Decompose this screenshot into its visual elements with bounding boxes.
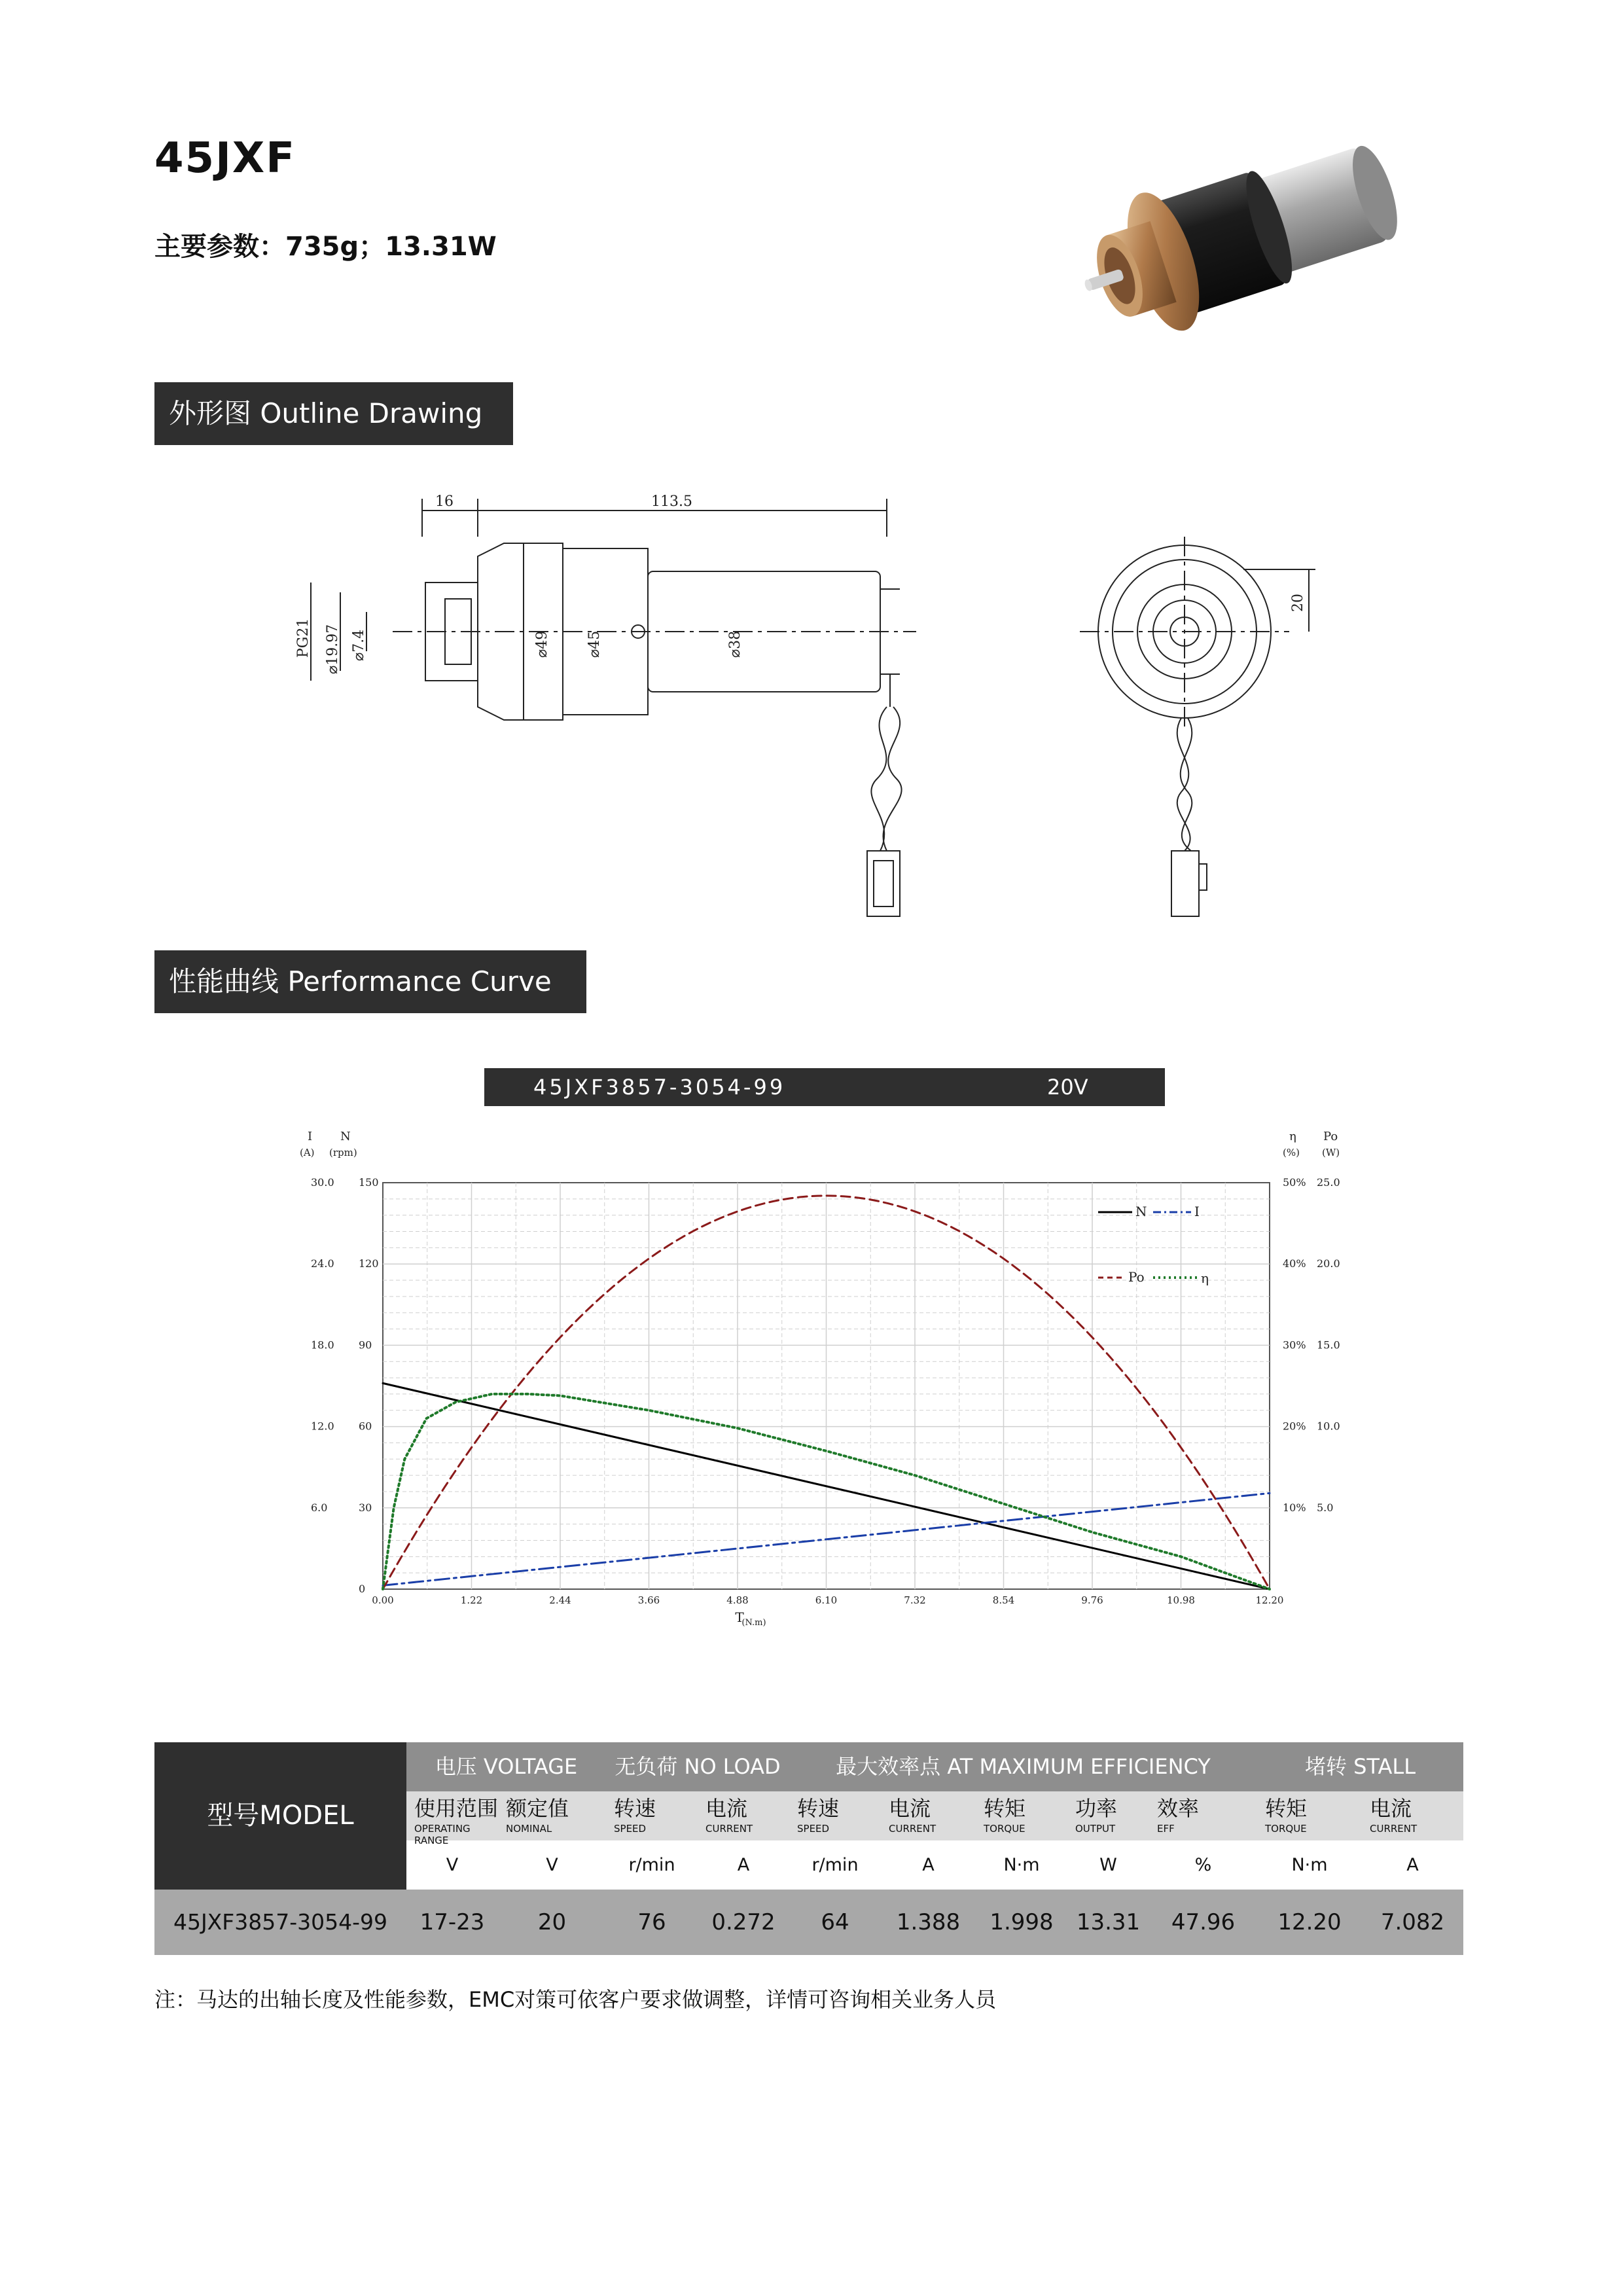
x-tick-label: 4.88 [726,1594,749,1606]
spec-table [154,1742,1463,1958]
label-d45: ⌀45 [586,630,603,658]
label-d38: ⌀38 [727,630,743,658]
i-axis-label: I [308,1130,313,1143]
sub-header-en: SPEED [614,1823,647,1835]
sub-header-8 [1149,1791,1257,1840]
po-axis-label: Po [1323,1130,1338,1143]
n-axis-label: N [340,1130,351,1143]
sub-header-en: CURRENT [705,1823,753,1835]
sub-header-cn: 转速 [614,1796,656,1821]
unit-cell-4: r/min [812,1855,859,1875]
x-tick-label: 2.44 [549,1594,571,1606]
x-tick-label: 3.66 [637,1594,660,1606]
row-value-3: 0.272 [711,1909,776,1935]
sub-header-en: OUTPUT [1075,1823,1116,1835]
sub-header-cn: 使用范围 [414,1796,499,1821]
unit-cell-10: A [1406,1855,1419,1875]
unit-cell-1: V [546,1855,558,1875]
row-value-5: 1.388 [896,1909,961,1935]
row-value-10: 7.082 [1380,1909,1445,1935]
n-tick-label: 90 [359,1338,372,1352]
page-title: 45JXF [154,134,296,183]
eff-axis-unit: (%) [1283,1147,1300,1158]
sub-header-7 [1067,1791,1149,1840]
row-value-9: 12.20 [1277,1909,1342,1935]
sub-header-en: CURRENT [1370,1823,1418,1835]
n-tick-label: 150 [359,1176,379,1189]
x-axis-label: T [735,1609,744,1625]
sub-header-cn: 转矩 [984,1796,1026,1821]
unit-cell-2: r/min [628,1855,675,1875]
po-axis-unit: (W) [1322,1147,1340,1158]
n-tick-label: 60 [359,1420,372,1433]
n-tick-label: 0 [359,1583,366,1595]
chart-legend [1098,1204,1209,1286]
chart-axes [300,1130,1340,1628]
sub-header-cn: 效率 [1157,1796,1200,1821]
eff-axis-label: η [1289,1130,1296,1143]
i-tick-label: 18.0 [311,1338,334,1352]
sub-header-cn: 转速 [797,1796,840,1821]
unit-cell-3: A [737,1855,750,1875]
i-tick-label: 24.0 [311,1257,334,1270]
sub-header-cn: 功率 [1075,1796,1118,1821]
x-tick-label: 8.54 [992,1594,1015,1606]
eff-tick-label: 10% [1283,1501,1306,1514]
dim-113-5: 113.5 [651,493,692,510]
row-value-4: 64 [821,1909,849,1935]
x-axis-unit: (N.m) [741,1618,766,1628]
group-max-eff: 最大效率点 AT MAXIMUM EFFICIENCY [836,1754,1211,1779]
sub-header-3 [698,1791,789,1840]
sub-header-en: NOMINAL [506,1823,552,1835]
legend-po-label: Po [1128,1269,1145,1285]
chart-voltage: 20V [1047,1075,1088,1100]
sub-header-9 [1257,1791,1362,1840]
x-tick-label: 7.32 [904,1594,926,1606]
x-tick-label: 0.00 [372,1594,394,1606]
unit-cell-8: % [1194,1855,1212,1875]
sub-header-2 [606,1791,698,1840]
i-tick-label: 12.0 [311,1420,334,1433]
sub-header-0 [406,1791,499,1846]
eff-tick-label: 20% [1283,1420,1306,1433]
sub-header-4 [789,1791,881,1840]
row-model: 45JXF3857-3054-99 [173,1909,388,1935]
legend-i-label: I [1194,1204,1200,1219]
chart-grid [383,1183,1270,1589]
sub-header-en: CURRENT [889,1823,936,1835]
i-axis-unit: (A) [300,1147,315,1158]
eff-tick-label: 40% [1283,1257,1306,1270]
row-value-0: 17-23 [419,1909,485,1935]
row-value-2: 76 [637,1909,666,1935]
dim-16: 16 [435,493,454,510]
performance-chart [281,1113,1342,1702]
dim-20: 20 [1290,594,1306,612]
row-value-1: 20 [537,1909,567,1935]
sub-header-1 [498,1791,606,1840]
x-tick-label: 1.22 [460,1594,483,1606]
unit-cell-5: A [922,1855,935,1875]
label-d49: ⌀49 [534,630,550,658]
group-no-load: 无负荷 NO LOAD [615,1754,781,1779]
main-parameters: 主要参数：735g；13.31W [154,232,497,262]
sub-header-en: EFF [1157,1823,1175,1835]
po-tick-label: 25.0 [1317,1176,1340,1189]
sub-header-10 [1362,1791,1463,1840]
po-tick-label: 20.0 [1317,1257,1340,1270]
label-d7-4: ⌀7.4 [351,629,367,661]
sub-header-cn: 电流 [1370,1796,1412,1821]
eff-tick-label: 50% [1283,1176,1306,1189]
performance-curve-header: 性能曲线 Performance Curve [154,950,586,1013]
unit-cell-6: N·m [1003,1855,1040,1875]
sub-header-en: SPEED [797,1823,830,1835]
row-value-7: 13.31 [1076,1909,1141,1935]
n-axis-unit: (rpm) [329,1147,357,1158]
footnote: 注：马达的出轴长度及性能参数，EMC对策可依客户要求做调整，详情可咨询相关业务人员 [154,1987,997,2012]
row-value-8: 47.96 [1171,1909,1236,1935]
unit-cell-7: W [1099,1855,1117,1875]
x-tick-label: 12.20 [1255,1594,1284,1606]
label-d19-97: ⌀19.97 [325,624,341,674]
group-stall: 堵转 STALL [1304,1754,1416,1779]
model-header-cell [154,1742,406,1890]
i-tick-label: 30.0 [311,1176,334,1189]
sub-header-en: TORQUE [984,1823,1026,1835]
sub-header-6 [976,1791,1067,1840]
po-tick-label: 10.0 [1317,1420,1340,1433]
chart-model: 45JXF3857-3054-99 [533,1075,786,1100]
sub-header-cn: 额定值 [506,1796,569,1821]
eff-tick-label: 30% [1283,1338,1306,1352]
x-tick-label: 6.10 [815,1594,838,1606]
po-tick-label: 15.0 [1317,1338,1340,1352]
sub-header-en: OPERATING RANGE [414,1823,471,1846]
sub-header-5 [881,1791,976,1840]
row-value-6: 1.998 [990,1909,1054,1935]
legend-eta-label: η [1201,1270,1209,1286]
legend-n-label: N [1135,1204,1147,1219]
sub-header-cn: 转矩 [1265,1796,1308,1821]
x-tick-label: 9.76 [1081,1594,1103,1606]
model-header: 型号MODEL [207,1801,354,1831]
sub-header-cn: 电流 [889,1796,931,1821]
n-tick-label: 120 [359,1257,379,1270]
chart-model-header [484,1068,1165,1106]
x-tick-label: 10.98 [1167,1594,1195,1606]
n-tick-label: 30 [359,1501,372,1514]
unit-cell-9: N·m [1291,1855,1328,1875]
group-voltage: 电压 VOLTAGE [435,1754,578,1779]
sub-header-cn: 电流 [705,1796,748,1821]
i-tick-label: 6.0 [311,1501,328,1514]
po-tick-label: 5.0 [1317,1501,1334,1514]
outline-drawing-header: 外形图 Outline Drawing [154,382,513,445]
unit-cell-0: V [446,1855,459,1875]
motor-photo [1027,128,1486,376]
outline-drawing [288,484,1335,962]
sub-header-en: TORQUE [1265,1823,1307,1835]
label-pg21: PG21 [295,618,312,658]
